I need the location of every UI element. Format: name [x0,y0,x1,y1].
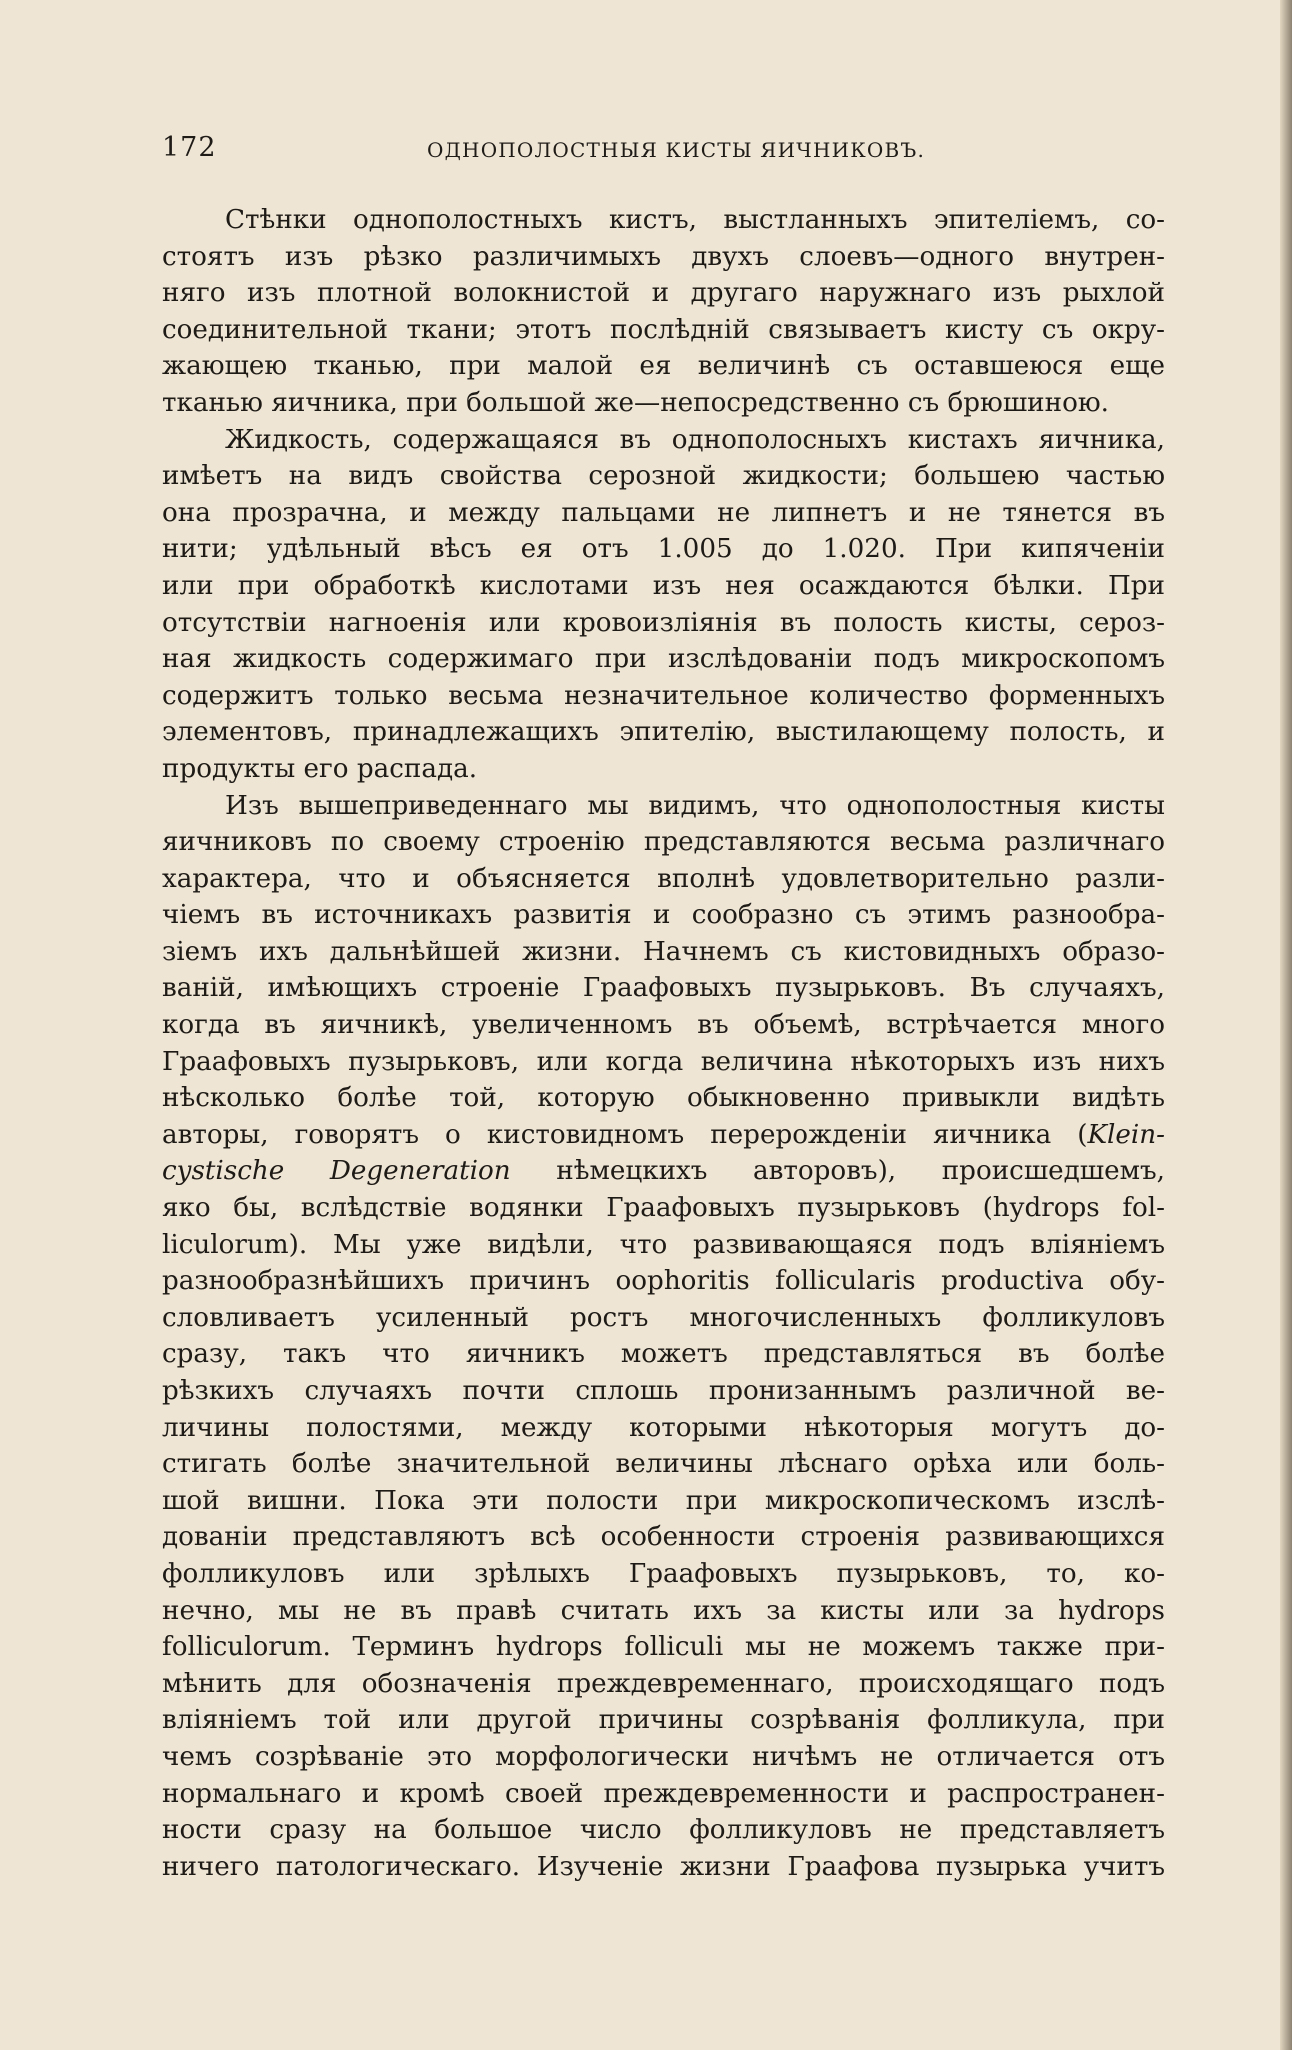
text-line: мѣнить для обозначенія преждевременнаго, происходящаго подъ [162,1668,1165,1699]
text-line: нѣсколько болѣе той, которую обыкновенно привыкли видѣть [162,1083,1165,1114]
text-line: folliculorum. Терминъ hydrops folliculi мы не можемъ также при- [162,1632,1165,1663]
text-line: нити; удѣльный вѣсъ ея отъ 1.005 до 1.020. При кипяченіи [162,534,1165,565]
text-line: liculorum). Мы уже видѣли, что развивающаяся подъ вліяніемъ [162,1229,1165,1260]
text-line: продукты его распада. [162,753,478,784]
text-line: чемъ созрѣваніе это морфологически ничѣмъ не отличается отъ [162,1741,1165,1772]
text-line: яичниковъ по своему строенію представляются весьма различнаго [162,827,1165,858]
text-line: тканью яичника, при большой же—непосредственно съ брюшиною. [162,387,1109,418]
text-line: чіемъ въ источникахъ развитія и сообразно съ этимъ разнообра- [162,900,1165,931]
text-line: она прозрачна, и между пальцами не липнетъ и не тянется въ [162,497,1165,528]
text-line: Жидкость, содержащаяся въ однополосныхъ кистахъ яичника, [225,424,1165,455]
text-line: cystische Degeneration нѣмецкихъ авторовъ), происшедшемъ, [162,1156,1165,1187]
text-line: стоятъ изъ рѣзко различимыхъ двухъ слоевъ—одного внутрен- [162,241,1165,272]
text-line: имѣетъ на видъ свойства серозной жидкости; большею частью [162,461,1165,492]
text-line: яко бы, вслѣдствіе водянки Граафовыхъ пузырьковъ (hydrops fol- [162,1193,1165,1224]
text-line: авторы, говорятъ о кистовидномъ перерожденіи яичника (Klein- [162,1119,1165,1150]
text-line: нормальнаго и кромѣ своей преждевременности и распространен- [162,1778,1165,1809]
text-line: соединительной ткани; этотъ послѣдній связываетъ кисту съ окру- [162,314,1165,345]
text-line: нечно, мы не въ правѣ считать ихъ за кисты или за hydrops [162,1595,1165,1626]
text-line: зіемъ ихъ дальнѣйшей жизни. Начнемъ съ кистовидныхъ образо- [162,936,1165,967]
page-number: 172 [162,132,217,163]
text-line: ная жидкость содержимаго при изслѣдованіи подъ микроскопомъ [162,644,1165,675]
text-line: отсутствіи нагноенія или кровоизліянія въ полость кисты, сероз- [162,607,1165,638]
text-line: содержитъ только весьма незначительное количество форменныхъ [162,680,1165,711]
text-line: ничего патологическаго. Изученіе жизни Граафова пузырька учитъ [162,1851,1165,1882]
text-line: разнообразнѣйшихъ причинъ oophoritis follicularis productiva обу- [162,1266,1165,1297]
text-line: жающею тканью, при малой ея величинѣ съ оставшеюся еще [162,351,1165,382]
text-line: характера, что и объясняется вполнѣ удовлетворительно разли- [162,863,1165,894]
page-header [162,132,1162,172]
text-line: няго изъ плотной волокнистой и другаго наружнаго изъ рыхлой [162,278,1165,309]
text-line: дованіи представляютъ всѣ особенности строенія развивающихся [162,1522,1165,1553]
text-line: элементовъ, принадлежащихъ эпителію, выстилающему полость, и [162,717,1165,748]
text-line: Стѣнки однополостныхъ кистъ, выстланныхъ эпителіемъ, со- [225,205,1165,235]
text-line: шой вишни. Пока эти полости при микроскопическомъ изслѣ- [162,1485,1165,1516]
text-line: стигать болѣе значительной величины лѣснаго орѣха или боль- [162,1449,1165,1480]
text-line: ваній, имѣющихъ строеніе Граафовыхъ пузырьковъ. Въ случаяхъ, [162,973,1165,1004]
text-line: Изъ вышеприведеннаго мы видимъ, что однополостныя кисты [225,790,1165,821]
text-line: личины полостями, между которыми нѣкоторыя могутъ до- [162,1412,1165,1443]
running-title: ОДНОПОЛОСТНЫЯ КИСТЫ ЯИЧНИКОВЪ. [427,138,926,162]
text-line: фолликуловъ или зрѣлыхъ Граафовыхъ пузырьковъ, то, ко- [162,1558,1165,1589]
text-line: рѣзкихъ случаяхъ почти сплошь пронизаннымъ различной ве- [162,1376,1165,1406]
page-edge-shadow [1280,0,1292,2050]
text-line: сразу, такъ что яичникъ можетъ представляться въ болѣе [162,1339,1165,1370]
text-line: когда въ яичникѣ, увеличенномъ въ объемѣ, встрѣчается много [162,1010,1165,1041]
text-line: ности сразу на большое число фолликуловъ не представляетъ [162,1815,1165,1846]
text-line: вліяніемъ той или другой причины созрѣванія фолликула, при [162,1705,1165,1736]
text-line: или при обработкѣ кислотами изъ нея осаждаются бѣлки. При [162,570,1165,601]
text-line: Граафовыхъ пузырьковъ, или когда величина нѣкоторыхъ изъ нихъ [162,1046,1165,1077]
body-text [162,202,1165,1885]
text-line: словливаетъ усиленный ростъ многочисленныхъ фолликуловъ [162,1302,1165,1333]
